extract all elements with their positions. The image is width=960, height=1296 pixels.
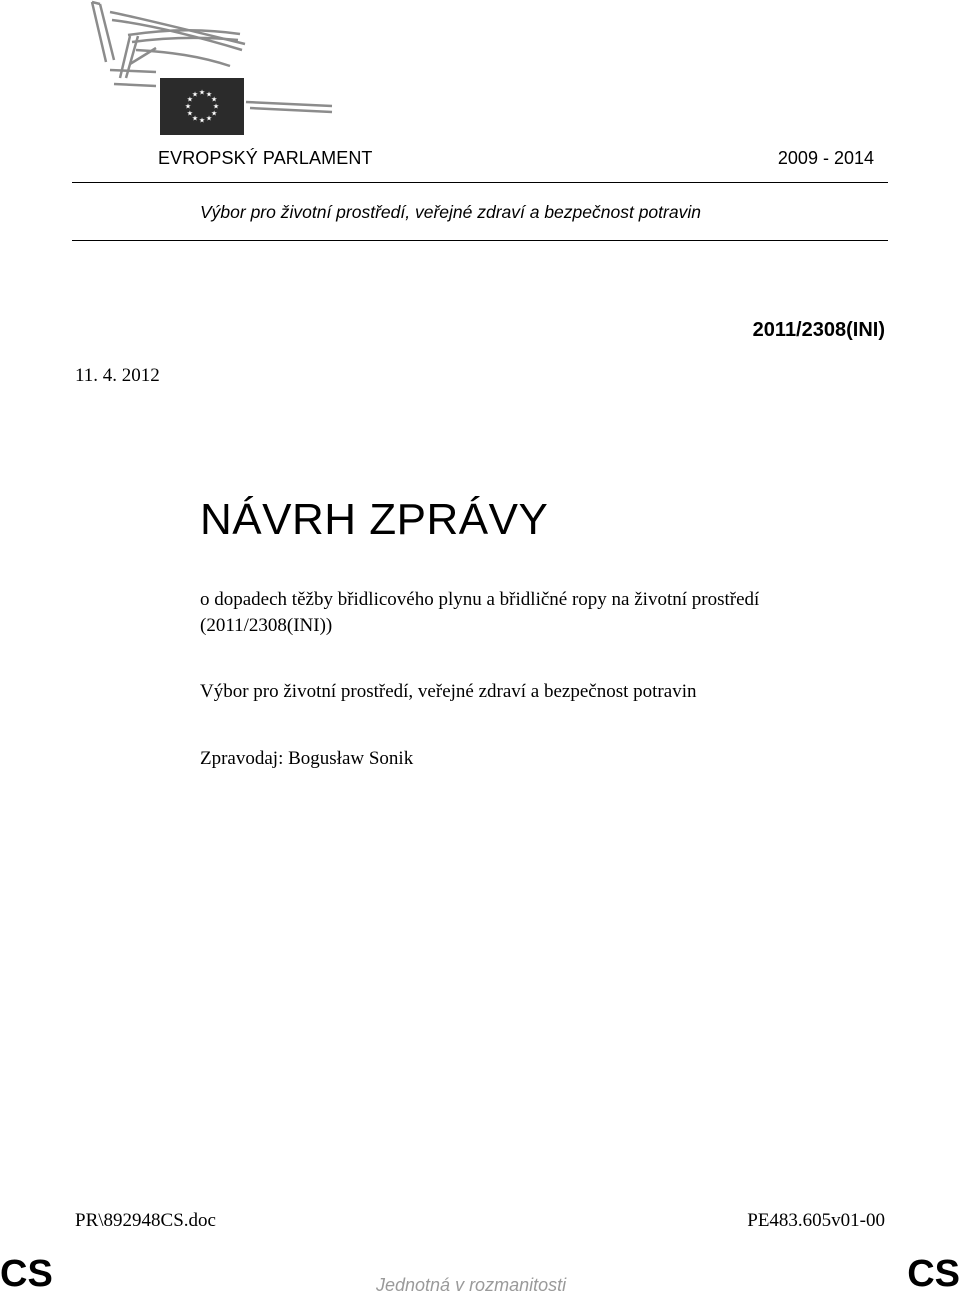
language-code-left: CS bbox=[0, 1253, 53, 1295]
svg-text:★: ★ bbox=[184, 102, 192, 111]
svg-text:★: ★ bbox=[212, 102, 220, 111]
subject-procedure: (2011/2308(INI)) bbox=[200, 615, 333, 636]
svg-text:★: ★ bbox=[198, 88, 206, 97]
language-code-right: CS bbox=[907, 1253, 960, 1295]
svg-text:★: ★ bbox=[205, 114, 213, 123]
svg-text:★: ★ bbox=[205, 90, 213, 99]
procedure-reference: 2011/2308(INI) bbox=[752, 319, 885, 341]
rapporteur: Zpravodaj: Bogusław Sonik bbox=[200, 748, 414, 769]
svg-text:★: ★ bbox=[198, 116, 206, 125]
responsible-committee: Výbor pro životní prostředí, veřejné zdraví a bezpečnost potravin bbox=[200, 681, 697, 702]
european-parliament-logo bbox=[70, 0, 340, 140]
svg-text:★: ★ bbox=[186, 95, 194, 104]
header-divider bbox=[72, 182, 888, 183]
svg-text:★: ★ bbox=[191, 90, 199, 99]
institution-name: EVROPSKÝ PARLAMENT bbox=[158, 148, 373, 168]
report-subject bbox=[200, 587, 880, 639]
document-date: 11. 4. 2012 bbox=[75, 365, 160, 386]
committee-header: Výbor pro životní prostředí, veřejné zdraví a bezpečnost potravin bbox=[200, 202, 701, 222]
svg-text:★: ★ bbox=[191, 114, 199, 123]
eu-motto: Jednotná v rozmanitosti bbox=[376, 1275, 567, 1295]
subject-line: o dopadech těžby břidlicového plynu a břidličné ropy na životní prostředí bbox=[200, 589, 760, 610]
document-file-reference: PR\892948CS.doc bbox=[75, 1210, 216, 1231]
document-title: NÁVRH ZPRÁVY bbox=[200, 495, 549, 544]
svg-text:★: ★ bbox=[210, 95, 218, 104]
svg-text:★: ★ bbox=[186, 109, 194, 118]
pe-reference: PE483.605v01-00 bbox=[747, 1210, 885, 1231]
svg-text:★: ★ bbox=[210, 109, 218, 118]
eu-flag-icon bbox=[160, 78, 244, 135]
committee-divider bbox=[72, 240, 888, 241]
parliamentary-term: 2009 - 2014 bbox=[777, 148, 874, 168]
